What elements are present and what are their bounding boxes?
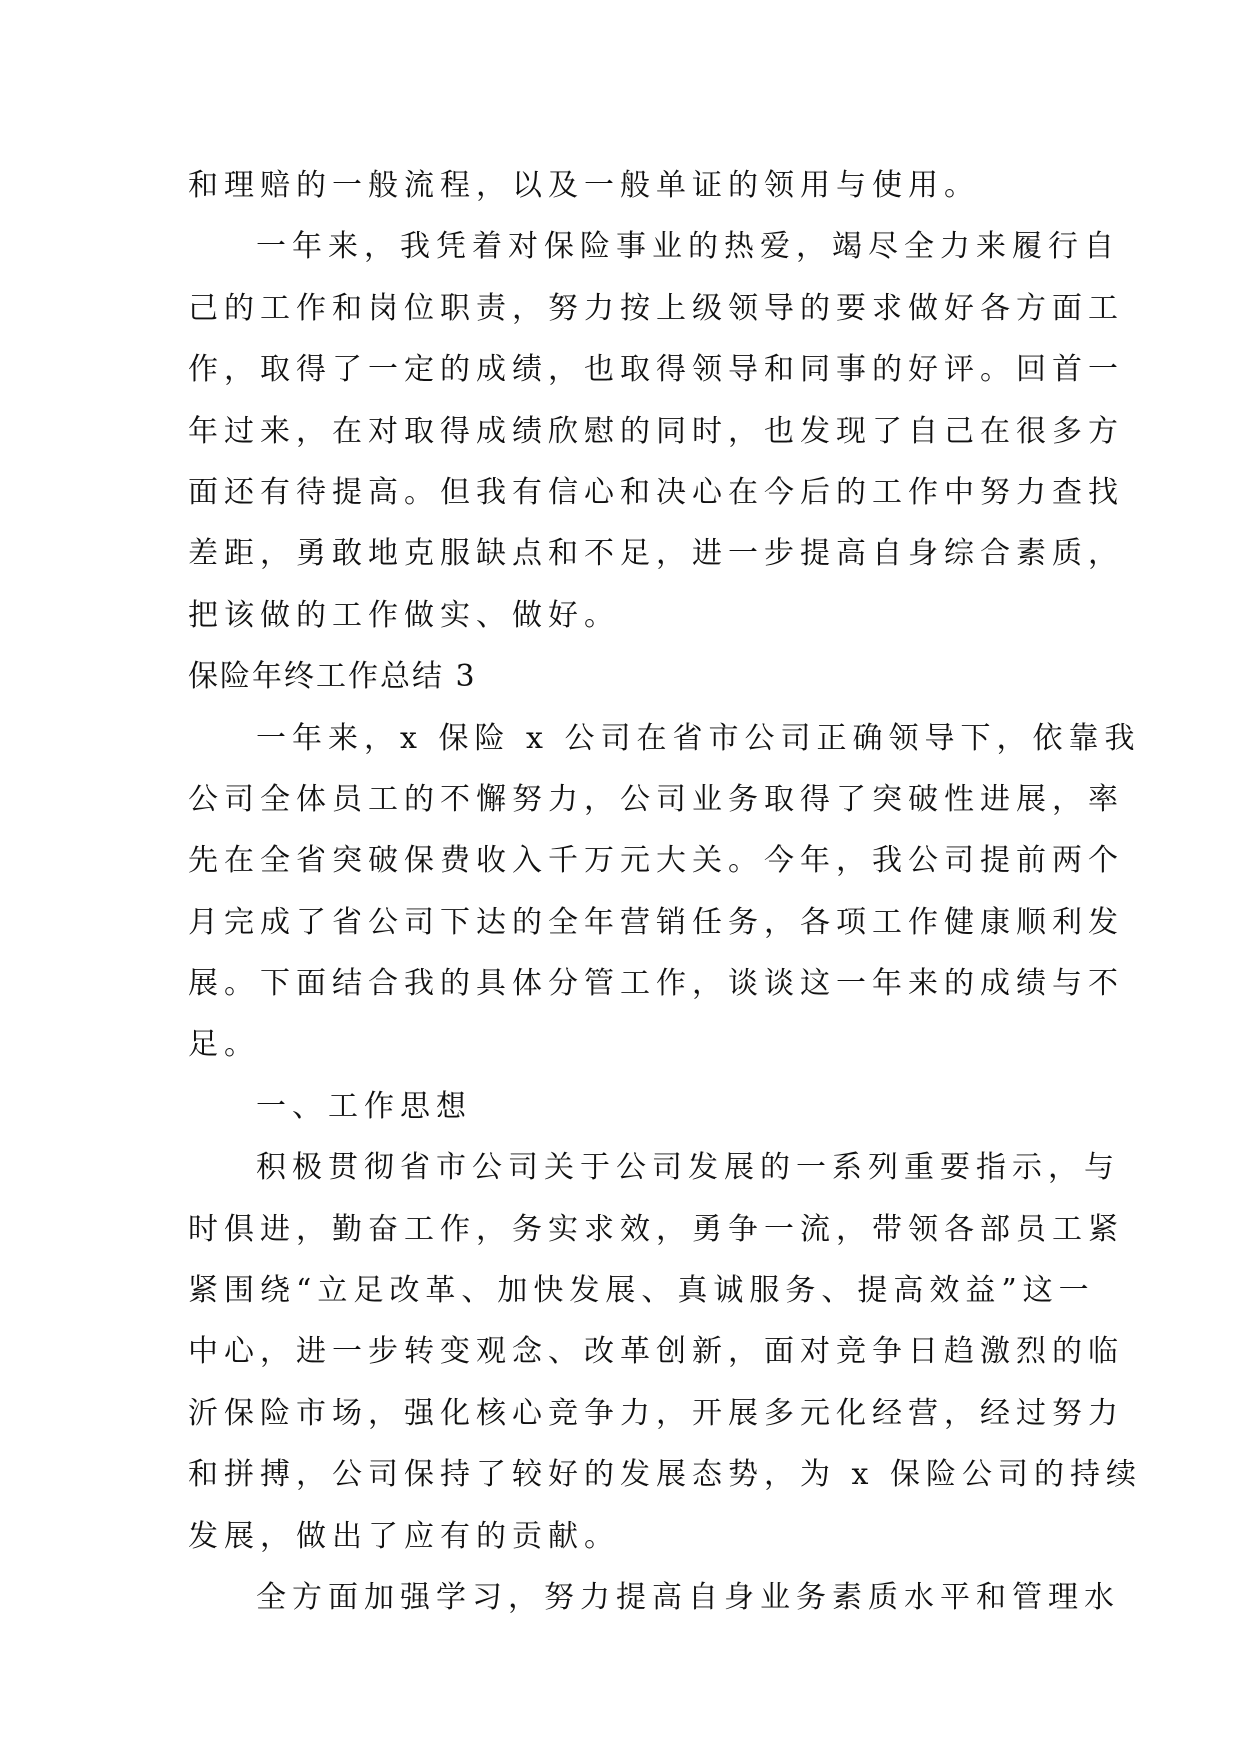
text-line: 时俱进，勤奋工作，务实求效，勇争一流，带领各部员工紧 [188,1211,1124,1247]
document-body [188,155,1142,1628]
section-title: 保险年终工作总结 3 [188,659,477,695]
text-line: 面还有待提高。但我有信心和决心在今后的工作中努力查找 [188,474,1124,510]
text-line: 沂保险市场，强化核心竞争力，开展多元化经营，经过努力 [188,1395,1124,1431]
text-line: 年过来，在对取得成绩欣慰的同时，也发现了自己在很多方 [188,413,1124,449]
text-line: 把该做的工作做实、做好。 [188,597,620,633]
text-line: 一年来，我凭着对保险事业的热爱，竭尽全力来履行自 [256,229,1120,265]
text-line: 展。下面结合我的具体分管工作，谈谈这一年来的成绩与不 [188,966,1124,1002]
text-line: 发展，做出了应有的贡献。 [188,1518,620,1554]
text-line: 差距，勇敢地克服缺点和不足，进一步提高自身综合素质， [188,536,1124,572]
text-line: 积极贯彻省市公司关于公司发展的一系列重要指示，与 [256,1150,1120,1186]
subheading-work-thought: 一、工作思想 [256,1088,472,1124]
text-line: 全方面加强学习，努力提高自身业务素质水平和管理水 [256,1579,1120,1615]
text-line: 作，取得了一定的成绩，也取得领导和同事的好评。回首一 [188,352,1124,388]
paragraph-study [188,1567,1120,1628]
text-line: 中心，进一步转变观念、改革创新，面对竞争日趋激烈的临 [188,1334,1124,1370]
text-line: 足。 [188,1027,260,1063]
text-line: 己的工作和岗位职责，努力按上级领导的要求做好各方面工 [188,290,1124,326]
text-line: 和拼搏，公司保持了较好的发展态势，为 x 保险公司的持续 [188,1457,1142,1493]
paragraph-year-review [188,216,1124,646]
paragraph-continued [188,155,1058,216]
paragraph-company-intro [188,708,1141,1076]
text-line: 先在全省突破保费收入千万元大关。今年，我公司提前两个 [188,843,1124,879]
text-line: 月完成了省公司下达的全年营销任务，各项工作健康顺利发 [188,904,1124,940]
text-line: 公司全体员工的不懈努力，公司业务取得了突破性进展，率 [188,781,1124,817]
text-line: 一年来，x 保险 x 公司在省市公司正确领导下，依靠我 [256,720,1141,756]
paragraph-work-thought [188,1137,1142,1567]
text-line: 紧围绕“立足改革、加快发展、真诚服务、提高效益”这一 [188,1273,1095,1309]
text-line: 和理赔的一般流程，以及一般单证的领用与使用。 [188,168,980,203]
